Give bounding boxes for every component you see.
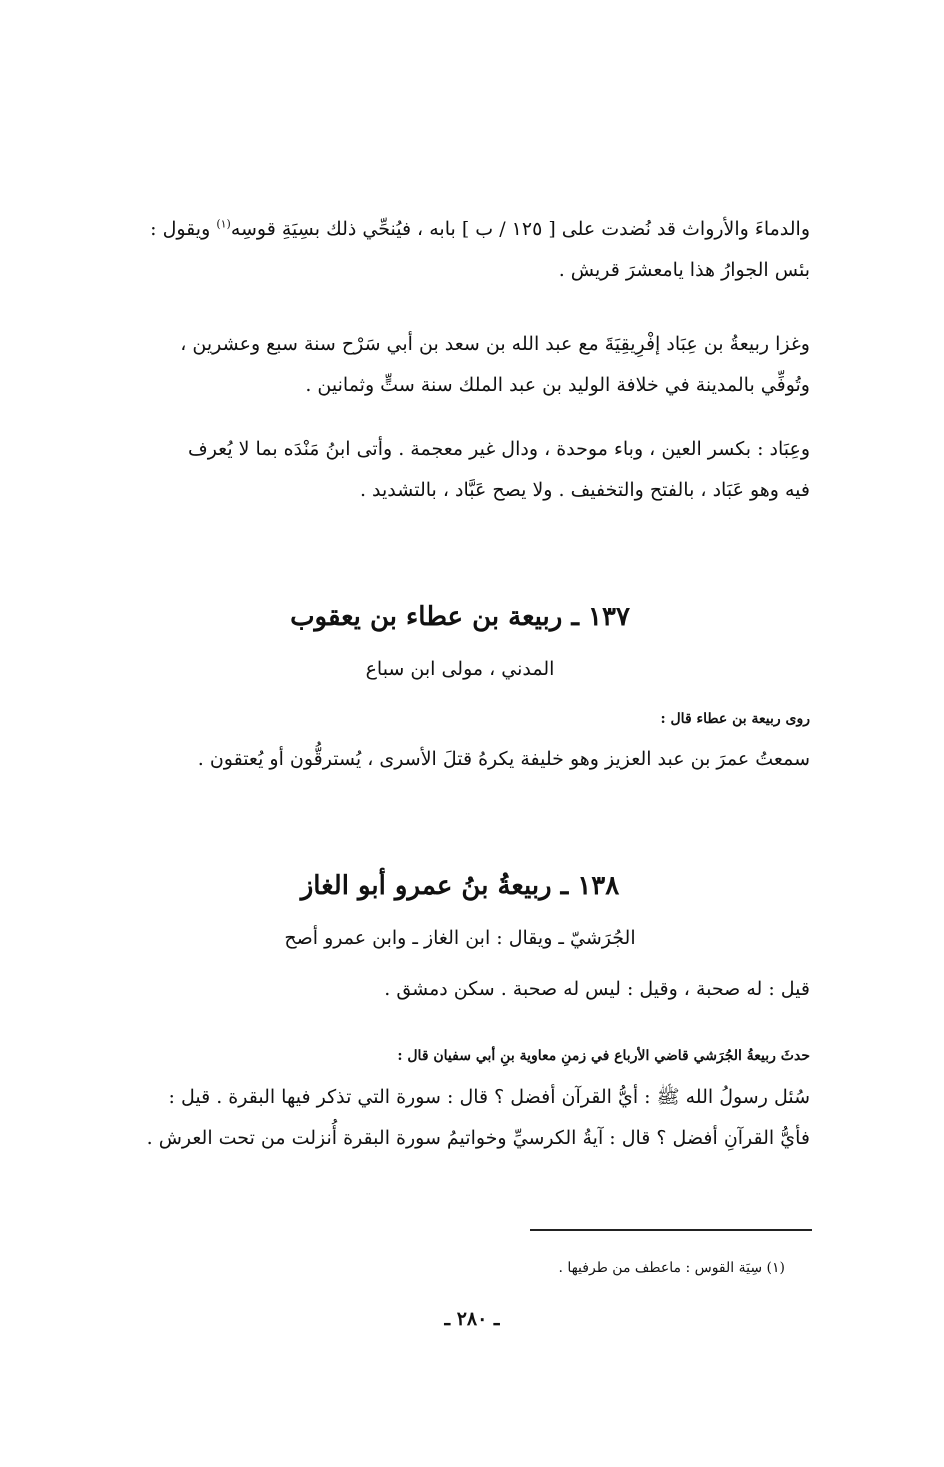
entry-137-heading: ١٣٧ ـ ربيعة بن عطاء بن يعقوب (290, 602, 630, 632)
entry-137-narrator: روى ربيعة بن عطاء قال : (660, 711, 810, 727)
entry-138-hadith-line-2: فأيُّ القرآنِ أفضل ؟ قال : آيةُ الكرسيِّ وخواتيمُ سورة البقرة أُنزلت من تحت العرش . (146, 1127, 810, 1149)
entry-137-subtitle: المدني ، مولى ابن سباع (365, 658, 555, 680)
entry-138-note-block (110, 969, 810, 1010)
entry-138 (110, 866, 810, 906)
paragraph-ghazw-line-1: وغزا ربيعةُ بن عِبَاد إفْرِيقِيَةَ مع عبد الله بن سعد بن أبي سَرْح سنة سبع وعشرين ، (180, 333, 810, 355)
entry-137-subtitle-block (110, 649, 810, 689)
entry-138-heading: ١٣٨ ـ ربيعةُ بنُ عمرو أبو الغاز (300, 871, 620, 901)
entry-138-subtitle: الجُرَشيّ ـ ويقال : ابن الغاز ـ وابن عمرو أصح (284, 927, 636, 949)
entry-137 (110, 597, 810, 637)
top-paragraph-line-2: بئس الجوارُ هذا يامعشرَ قريش . (558, 259, 810, 281)
entry-138-narrator: حدثَ ربيعةُ الجُرَشي قاضي الأرباع في زمنِ معاوية بنِ أبي سفيان قال : (397, 1048, 810, 1064)
entry-138-narrator-block (110, 1042, 810, 1070)
entry-138-note: قيل : له صحبة ، وقيل : ليس له صحبة . سكن دمشق . (384, 978, 810, 1000)
paragraph-ibad-line-1: وعِبَاد : بكسر العين ، وباء موحدة ، ودال غير معجمة . وأتى ابنُ مَنْدَه بما لا يُعرف (188, 438, 810, 460)
entry-137-text: سمعتُ عمرَ بن عبد العزيز وهو خليفة يكرهُ قتلَ الأسرى ، يُسترقُّون أو يُعتقون . (197, 748, 810, 770)
entry-138-subtitle-block (110, 918, 810, 958)
entry-137-text-block (110, 739, 810, 780)
top-paragraph-line-1 (110, 209, 810, 250)
top-paragraph (110, 209, 810, 291)
paragraph-ghazw-line-2: وتُوفِّي بالمدينة في خلافة الوليد بن عبد الملك سنة ستٍّ وثمانين . (305, 374, 810, 396)
page-number: ـ ٢٨٠ ـ (444, 1308, 500, 1330)
entry-138-hadith-line-1: سُئل رسولُ الله ﷺ : أيُّ القرآن أفضل ؟ قال : سورة التي تذكر فيها البقرة . قيل : (168, 1086, 810, 1108)
footnote: (١) سِيَة القوس : ماعطف من طرفيها . (558, 1260, 785, 1276)
top-paragraph-text-end: ويقول : (150, 218, 217, 240)
paragraph-ghazw (110, 324, 810, 406)
entry-138-hadith (110, 1077, 810, 1159)
footnote-divider (530, 1229, 812, 1231)
footnote-reference[interactable]: (١) (216, 217, 231, 231)
paragraph-ibad (110, 429, 810, 511)
paragraph-ibad-line-2: فيه وهو عَبَاد ، بالفتح والتخفيف . ولا يصح عَبَّاد ، بالتشديد . (359, 479, 810, 501)
top-paragraph-text: والدماءَ والأرواث قد نُضدت على [ ١٢٥ / ب ] بابه ، فيُنحِّي ذلك بسِيَةِ قوسِه (230, 218, 810, 240)
entry-137-narrator-block (110, 705, 810, 733)
